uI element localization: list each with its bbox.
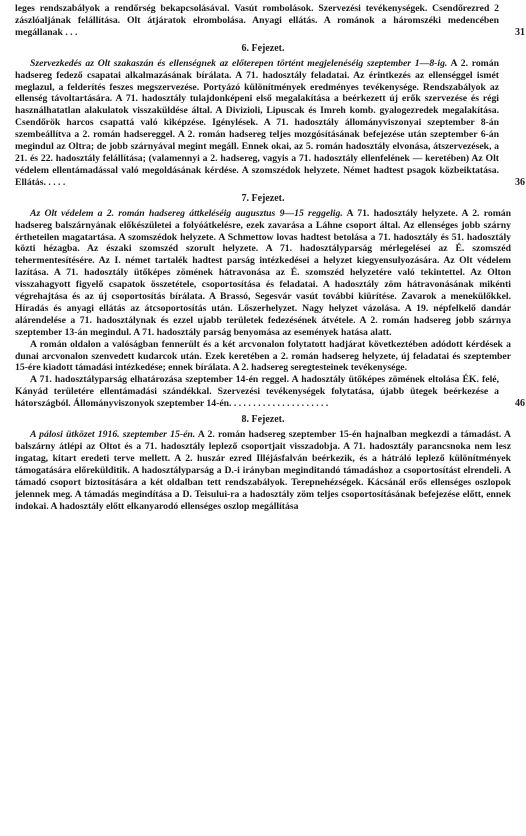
chapter-8-title: A pálosi ütközet 1916. szeptember 15-én. (30, 429, 196, 441)
chapter-7-summary-text: A 71. hadosztály helyzete. A 2. román hadsereg balszárnyának előkészületei a folyóátkelésre, ezek zavarása a Láhne csoport által. Az ellenséges jobb szárny értheteilen magatartása. A szomszédok helyzete. A Schmettow lovas hadtest betolása a 71. hadosztály és 51. hadosztály közti hézagba. Az északi szomszéd szorult helyzete. A 71. hadosztályparság mérlegelései az É. szomszéd tehermentesítésére. Az I. német tartalék hadtest parság intézkedései a helyzet kiegyensulyozására. Az Olt védelem lazítása. A 71. hadosztály ütőképes zömének hátravonása az É. szomszéd helyzetére való tekintettel. Az Olton visszahagyott figyelő csapatok összetétele, csoportosítása és feladatai. A hadosztály zöm hátravonásának mikénti végrehajtása és az új csoportosítás bírálata. A Brassó, Segesvár vasút további kiürítése. Zavarok a menekülőkkel. Híradás és anyagi ellátás az átcsoportosítás után. Lőszerhelyzet. Nagy helyzet vázolása. A 19. népfelkelő dandár alárendelése a 71. hadosztálynak és ezzel ujabb területek fedezésének átvétele. A 2. román hadsereg jobb szárnya szeptember 13-án megindul. A 71. hadosztály parság benyomása az események hatása alatt. (15, 207, 511, 338)
chapter-8-summary (15, 429, 511, 512)
chapter-5-summary-tail (15, 3, 525, 39)
chapter-7-paragraph-2: A román oldalon a valóságban fennerült és a két arcvonalon folytatott hadjárat következtében adódott kérdések a dunai arcvonalon szenvedett kudarcok után. Ezek keretében a 2. román hadsereg helyzete, új feladatai és szeptember 15-ére kiadott támadási intézkedése; ennek bírálata. A 2. hadsereg seregtesteinek tevékenysége. (15, 338, 511, 374)
chapter-7-summary (15, 208, 511, 339)
chapter-6-summary-text: A 2. román hadsereg fedező csapatai alkalmazásának bírálata. A 71. hadosztály feladatai. Az érintkezés az ellenséggel ismét meglazul, a felderítés feszes megszervezése. Portyázó különítmények eredményes tevékenysége. Rendszabályok az ellenség távoltartására. A 71. hadosztály tulajdonképeni első megalakítása a beérkezett új erők szervezése és régi használhatatlan alakulatok visszaküldése által. A Divizioli, Lipuscak és Imreh komb. gyalogezredek megalakítása. Csendőrök harcos csapattá való kiképzése. Igénylések. A 71. hadosztály állományviszonyai szeptember 8-án szembeállítva a 2. román hadsereggel. A 2. román hadsereg teljes mozgósításának befejezése után szeptember 6-án megindul az Oltra; de jobb szárnyával megint megáll. Ennek okai, az 5. román hadosztály elvonása, átszervezések, a 21. és 22. hadosztály felállítása; (valamennyi a 2. hadsereg, vagyis a 71. hadosztály ellenfelének — keretében) Az Olt védelem ellentámadással való megoldásának kérdése. A szomszédok helyzete. Német hadtest psagok közbeiktatása. Ellátás. . . . . (15, 57, 499, 188)
chapter-8-heading: 8. Fejezet. (241, 414, 285, 426)
chapter-6-title: Szervezkedés az Olt szakaszán és ellenségnek az előterepen történt megjelenéséig szeptember 1—8-ig. (30, 57, 448, 69)
chapter-7-heading: 7. Fejezet. (241, 192, 285, 204)
chapter-5-summary-text: leges rendszabályok a rendőrség bekapcsolásával. Vasút rombolások. Szervezési tevékenységek. Csendőrezred 2 zászlóaljának felállítása. Olt átjáratok elrombolása. Anyagi ellátás. A románok a háromszéki medencében megállanak . . . (15, 3, 499, 38)
page-number-46: 46 (515, 398, 525, 410)
chapter-6-summary (15, 57, 525, 189)
page-number-36: 36 (515, 176, 525, 188)
chapter-6-heading: 6. Fejezet. (241, 42, 285, 54)
page-number-31: 31 (515, 26, 525, 38)
chapter-7-title: Az Olt védelem a 2. román hadsereg áttkeléséig augusztus 9—15 reggelig. (30, 207, 343, 219)
chapter-7-paragraph-3-text: A 71. hadosztályparság elhatározása szeptember 14-én reggel. A hadosztály ütőképes zömének eltolása ÉK. felé, Kányád területére ellentámadási szándékkal. Szervezési tevékenységek folytatása, újabb ütegek beérkezése a hátországból. Állományviszonyok szeptember 14-én. . . . . . . . . . . . . . . . . . . . . (15, 374, 499, 410)
document-page (15, 3, 525, 512)
chapter-7-paragraph-3 (15, 374, 525, 410)
chapter-8-summary-text: A 2. román hadsereg szeptember 15-én hajnalban megkezdi a támadást. A balszárny átlépi az Oltot és a 71. hadosztály leplező csoportjait visszadobja. A 71. hadosztály parancsnoka nem lesz ingatag, kitart eredeti terve mellett. A 2. huszár ezred Illéjásfalván beérkezik, és a hátráló leplező különítmények támogatására előrekülditik. A hadosztályparság a D.-i irányban meginditandó támadáshoz a csoportosítást elrendeli. A támadó csoport biztosítására a két oldalban tett rendszabályok. Terepnehézségek. Kácsánál erős ellenséges oszlopok jelennek meg. A támadás megindítása a D. Teisului-ra a hadosztály zöm teljes csoportosításának befejezése előtt, ennek indokai. A hadosztály előtt elkanyarodó ellenséges oszlop megállítása (15, 429, 511, 512)
